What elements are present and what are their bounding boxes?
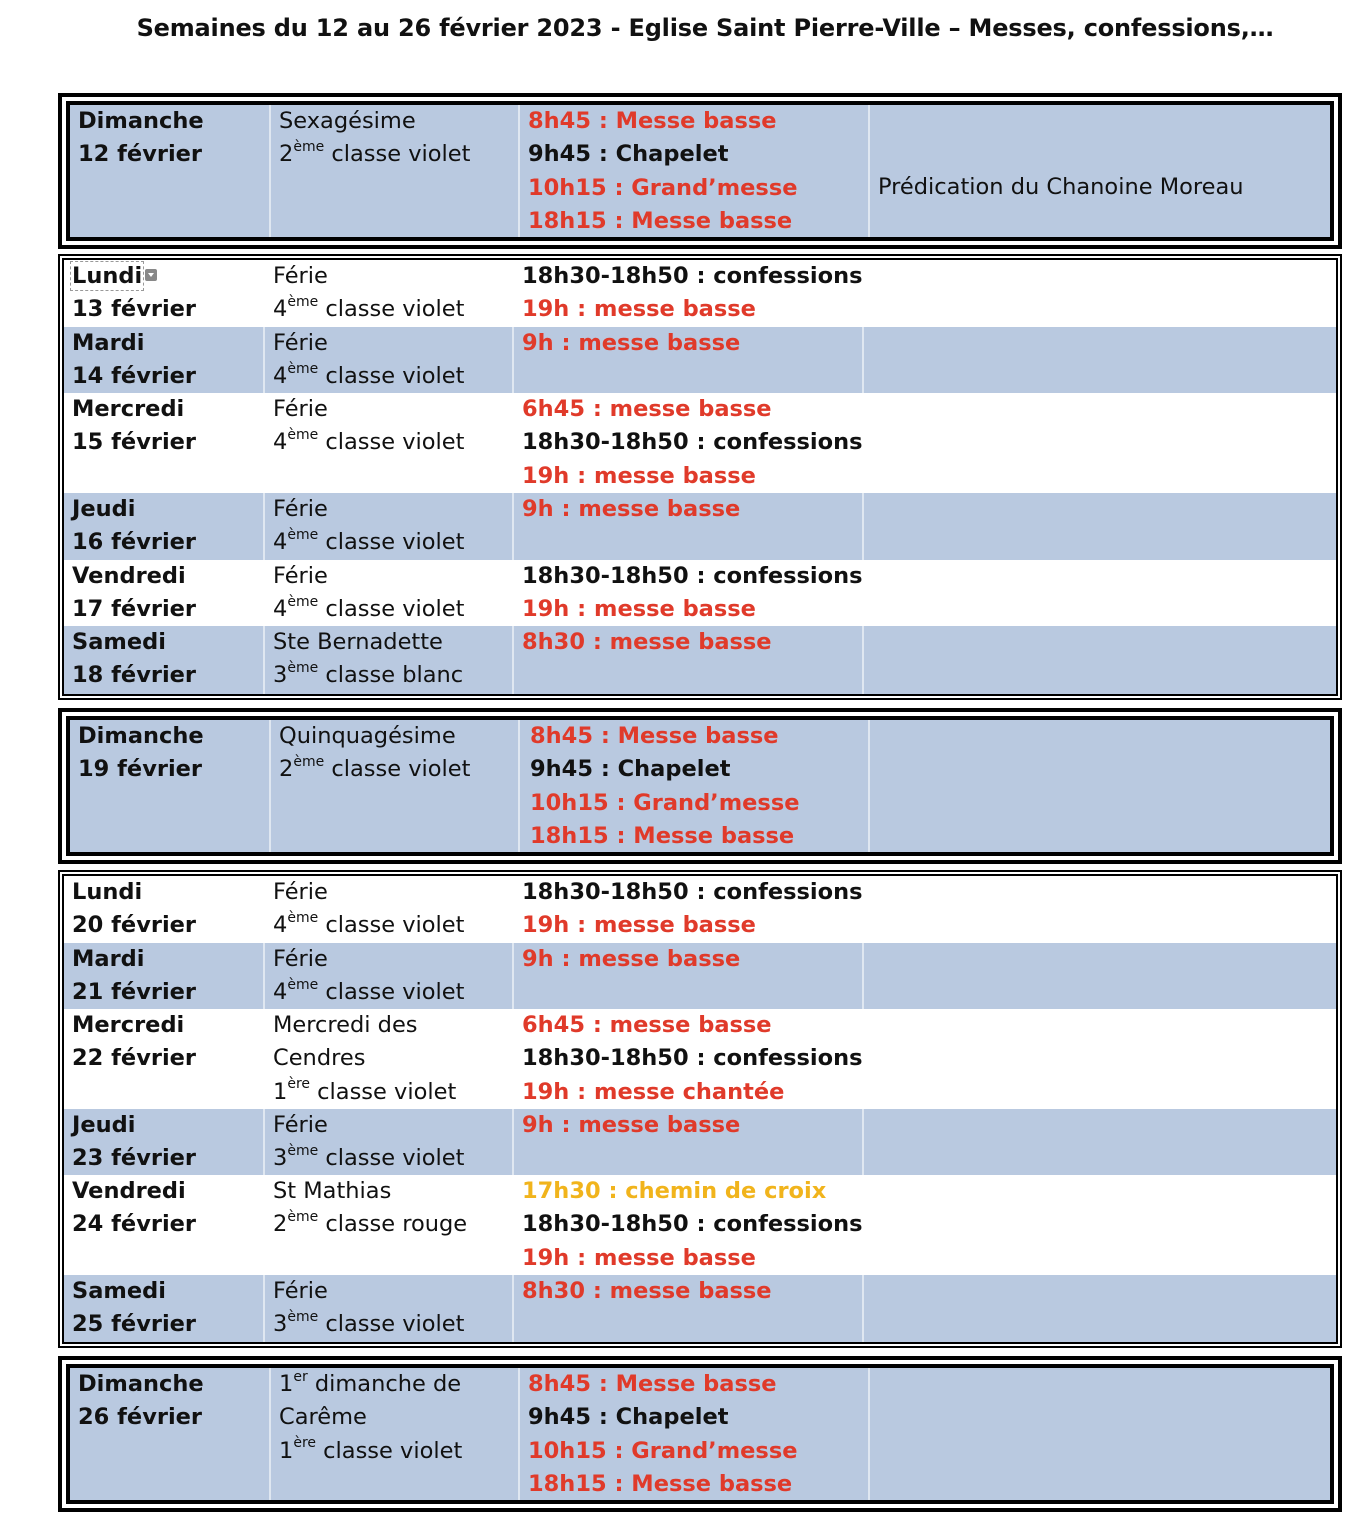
page-title: Semaines du 12 au 26 février 2023 - Eglise Saint Pierre-Ville – Messes, confessions,… [136, 14, 1274, 42]
events-cell [514, 626, 864, 694]
liturgy-line: 2ème classe violet [279, 753, 471, 783]
liturgy-line: Cendres [273, 1045, 366, 1072]
event-line: 10h15 : Grand’messe [528, 174, 798, 201]
liturgy-line: 4ème classe violet [273, 593, 465, 623]
liturgy-cell [265, 560, 514, 626]
day-cell [64, 1175, 265, 1275]
table-row [64, 393, 1336, 493]
event-line: 18h15 : Messe basse [528, 207, 793, 234]
table-row [64, 1175, 1336, 1275]
day-cell [64, 1009, 265, 1109]
events-cell [514, 393, 864, 493]
day-name: Samedi [72, 1278, 166, 1304]
event-line: 19h : messe basse [522, 462, 756, 489]
liturgy-line: 2ème classe violet [279, 138, 471, 168]
day-cell [70, 105, 271, 237]
event-line: 17h30 : chemin de croix [522, 1178, 827, 1204]
table-row [64, 260, 1336, 327]
note-cell [864, 1175, 1336, 1275]
liturgy-line: 4ème classe violet [273, 426, 465, 456]
sunday-block-12 [58, 93, 1342, 249]
event-line: 19h : messe basse [522, 912, 756, 939]
event-line: 8h30 : messe basse [522, 629, 772, 655]
events-cell [514, 327, 864, 393]
liturgy-cell [271, 105, 520, 237]
liturgy-cell [265, 260, 514, 327]
event-line: 9h : messe basse [522, 496, 741, 522]
events-cell [514, 560, 864, 626]
event-line: 8h30 : messe basse [522, 1278, 772, 1304]
event-line: 8h45 : Messe basse [530, 723, 779, 749]
day-name: Vendredi [72, 1178, 186, 1204]
day-date: 17 février [72, 596, 197, 623]
liturgy-line: St Mathias [273, 1178, 392, 1204]
liturgy-line: Ste Bernadette [273, 629, 443, 655]
table-row [70, 720, 1330, 852]
note-cell [864, 626, 1336, 694]
day-date: 20 février [72, 912, 197, 939]
day-cell [64, 560, 265, 626]
table-row [64, 1275, 1336, 1342]
events-cell [514, 1109, 864, 1175]
day-name: Vendredi [72, 563, 186, 589]
event-line: 19h : messe basse [522, 1244, 756, 1271]
day-date: 19 février [78, 756, 203, 783]
liturgy-line: Férie [273, 563, 328, 589]
event-line: 18h15 : Messe basse [528, 1470, 793, 1497]
liturgy-line: Férie [273, 330, 328, 356]
liturgy-cell [265, 493, 514, 560]
day-cell [64, 493, 265, 560]
event-line: 6h45 : messe basse [522, 396, 772, 422]
liturgy-cell [265, 1175, 514, 1275]
event-line: 10h15 : Grand’messe [528, 1437, 798, 1464]
note-cell [864, 876, 1336, 943]
liturgy-line: Férie [273, 396, 328, 422]
day-name: Dimanche [78, 1371, 204, 1397]
liturgy-line: Quinquagésime [279, 723, 456, 749]
liturgy-line: 4ème classe violet [273, 976, 465, 1006]
event-line: 9h45 : Chapelet [528, 141, 729, 168]
table-row [64, 560, 1336, 626]
liturgy-line: Férie [273, 946, 328, 972]
liturgy-cell [271, 720, 520, 852]
liturgy-cell [271, 1368, 520, 1500]
note-cell [864, 943, 1336, 1009]
table-row [64, 1109, 1336, 1175]
note-cell [864, 560, 1336, 626]
note-cell [864, 1009, 1336, 1109]
liturgy-line: 3ème classe violet [273, 1308, 465, 1338]
day-date: 14 février [72, 363, 197, 390]
day-date: 21 février [72, 979, 197, 1006]
liturgy-cell [265, 943, 514, 1009]
events-cell [514, 1175, 864, 1275]
day-cell [64, 876, 265, 943]
note-cell [870, 105, 1330, 237]
liturgy-cell [265, 876, 514, 943]
event-line: 6h45 : messe basse [522, 1012, 772, 1038]
note-cell [864, 393, 1336, 493]
events-cell [514, 943, 864, 1009]
liturgy-line: Sexagésime [279, 108, 416, 134]
table-row [64, 626, 1336, 694]
event-line: 18h15 : Messe basse [530, 822, 795, 849]
dropdown-icon[interactable] [145, 269, 157, 281]
day-date: 18 février [72, 662, 197, 689]
note-cell [864, 1109, 1336, 1175]
liturgy-line: Férie [273, 1112, 328, 1138]
day-cell [64, 1109, 265, 1175]
table-row [64, 943, 1336, 1009]
liturgy-line: Férie [273, 1278, 328, 1304]
day-date: 15 février [72, 429, 197, 456]
day-name: Jeudi [72, 496, 136, 522]
day-cell [64, 626, 265, 694]
event-line: 8h45 : Messe basse [528, 108, 777, 134]
table-row [64, 1009, 1336, 1109]
events-cell [514, 1009, 864, 1109]
liturgy-line: Carême [279, 1404, 367, 1431]
event-line: 9h : messe basse [522, 330, 741, 356]
liturgy-line: 2ème classe rouge [273, 1208, 468, 1238]
event-line: 9h : messe basse [522, 946, 741, 972]
day-name: Dimanche [78, 723, 204, 749]
liturgy-cell [265, 393, 514, 493]
day-date: 26 février [78, 1404, 203, 1431]
table-row [64, 493, 1336, 560]
event-line: 18h30-18h50 : confessions [522, 429, 863, 456]
note-cell [870, 1368, 1330, 1500]
event-line: 18h30-18h50 : confessions [522, 1211, 863, 1238]
liturgy-line: 3ème classe violet [273, 1142, 465, 1172]
note-cell [864, 493, 1336, 560]
events-cell [514, 876, 864, 943]
event-line: 18h30-18h50 : confessions [522, 1045, 863, 1072]
events-cell [514, 493, 864, 560]
events-cell [514, 1275, 864, 1342]
event-line: 8h45 : Messe basse [528, 1371, 777, 1397]
day-name: Mercredi [72, 396, 185, 422]
liturgy-line: Férie [273, 496, 328, 522]
liturgy-cell [265, 626, 514, 694]
liturgy-line: 3ème classe blanc [273, 659, 464, 689]
day-date: 22 février [72, 1045, 197, 1072]
table-row [64, 327, 1336, 393]
day-cell [64, 260, 265, 327]
day-cell [64, 327, 265, 393]
liturgy-line: Mercredi des [273, 1012, 418, 1038]
day-name[interactable]: Lundi [72, 263, 143, 289]
day-name: Lundi [72, 879, 143, 905]
event-line: 10h15 : Grand’messe [530, 789, 800, 816]
note-cell [864, 327, 1336, 393]
day-date: 16 février [72, 529, 197, 556]
day-date: 24 février [72, 1211, 197, 1238]
note-text: Prédication du Chanoine Moreau [878, 174, 1244, 200]
day-date: 23 février [72, 1145, 197, 1172]
day-date: 12 février [78, 141, 203, 168]
events-cell [514, 260, 864, 327]
day-name: Dimanche [78, 108, 204, 134]
event-line: 18h30-18h50 : confessions [522, 263, 863, 289]
table-row [64, 876, 1336, 943]
day-name: Jeudi [72, 1112, 136, 1138]
events-cell [520, 1368, 870, 1500]
event-line: 18h30-18h50 : confessions [522, 563, 863, 589]
sunday-block-26 [58, 1356, 1342, 1512]
event-line: 19h : messe basse [522, 596, 756, 623]
event-line: 9h : messe basse [522, 1112, 741, 1138]
week-block-13-18 [58, 254, 1342, 700]
liturgy-line: 1ère classe violet [279, 1435, 463, 1464]
liturgy-line: 4ème classe violet [273, 526, 465, 556]
note-cell [864, 1275, 1336, 1342]
week-block-20-25 [58, 870, 1342, 1348]
table-row [70, 1368, 1330, 1500]
event-line: 19h : messe chantée [522, 1078, 785, 1105]
events-cell [520, 720, 870, 852]
event-line: 9h45 : Chapelet [528, 1404, 729, 1431]
day-cell [64, 1275, 265, 1342]
events-cell [520, 105, 870, 237]
day-cell [64, 393, 265, 493]
day-name: Samedi [72, 629, 166, 655]
liturgy-cell [265, 1275, 514, 1342]
liturgy-line: 1ère classe violet [273, 1076, 457, 1105]
liturgy-line: 4ème classe violet [273, 909, 465, 939]
liturgy-line: 4ème classe violet [273, 293, 465, 323]
day-cell [70, 1368, 271, 1500]
liturgy-line: Férie [273, 263, 328, 289]
sunday-block-19 [58, 708, 1342, 864]
day-name: Mardi [72, 946, 145, 972]
day-date: 13 février [72, 296, 197, 323]
event-line: 9h45 : Chapelet [530, 756, 731, 783]
day-date: 25 février [72, 1311, 197, 1338]
liturgy-cell [265, 1109, 514, 1175]
event-line: 19h : messe basse [522, 296, 756, 323]
liturgy-line: Férie [273, 879, 328, 905]
day-name: Mercredi [72, 1012, 185, 1038]
day-cell [70, 720, 271, 852]
liturgy-cell [265, 1009, 514, 1109]
note-cell [870, 720, 1330, 852]
day-cell [64, 943, 265, 1009]
liturgy-line: 1er dimanche de [279, 1368, 462, 1397]
day-name: Mardi [72, 330, 145, 356]
liturgy-line: 4ème classe violet [273, 360, 465, 390]
note-cell [864, 260, 1336, 327]
event-line: 18h30-18h50 : confessions [522, 879, 863, 905]
liturgy-cell [265, 327, 514, 393]
table-row [70, 105, 1330, 237]
